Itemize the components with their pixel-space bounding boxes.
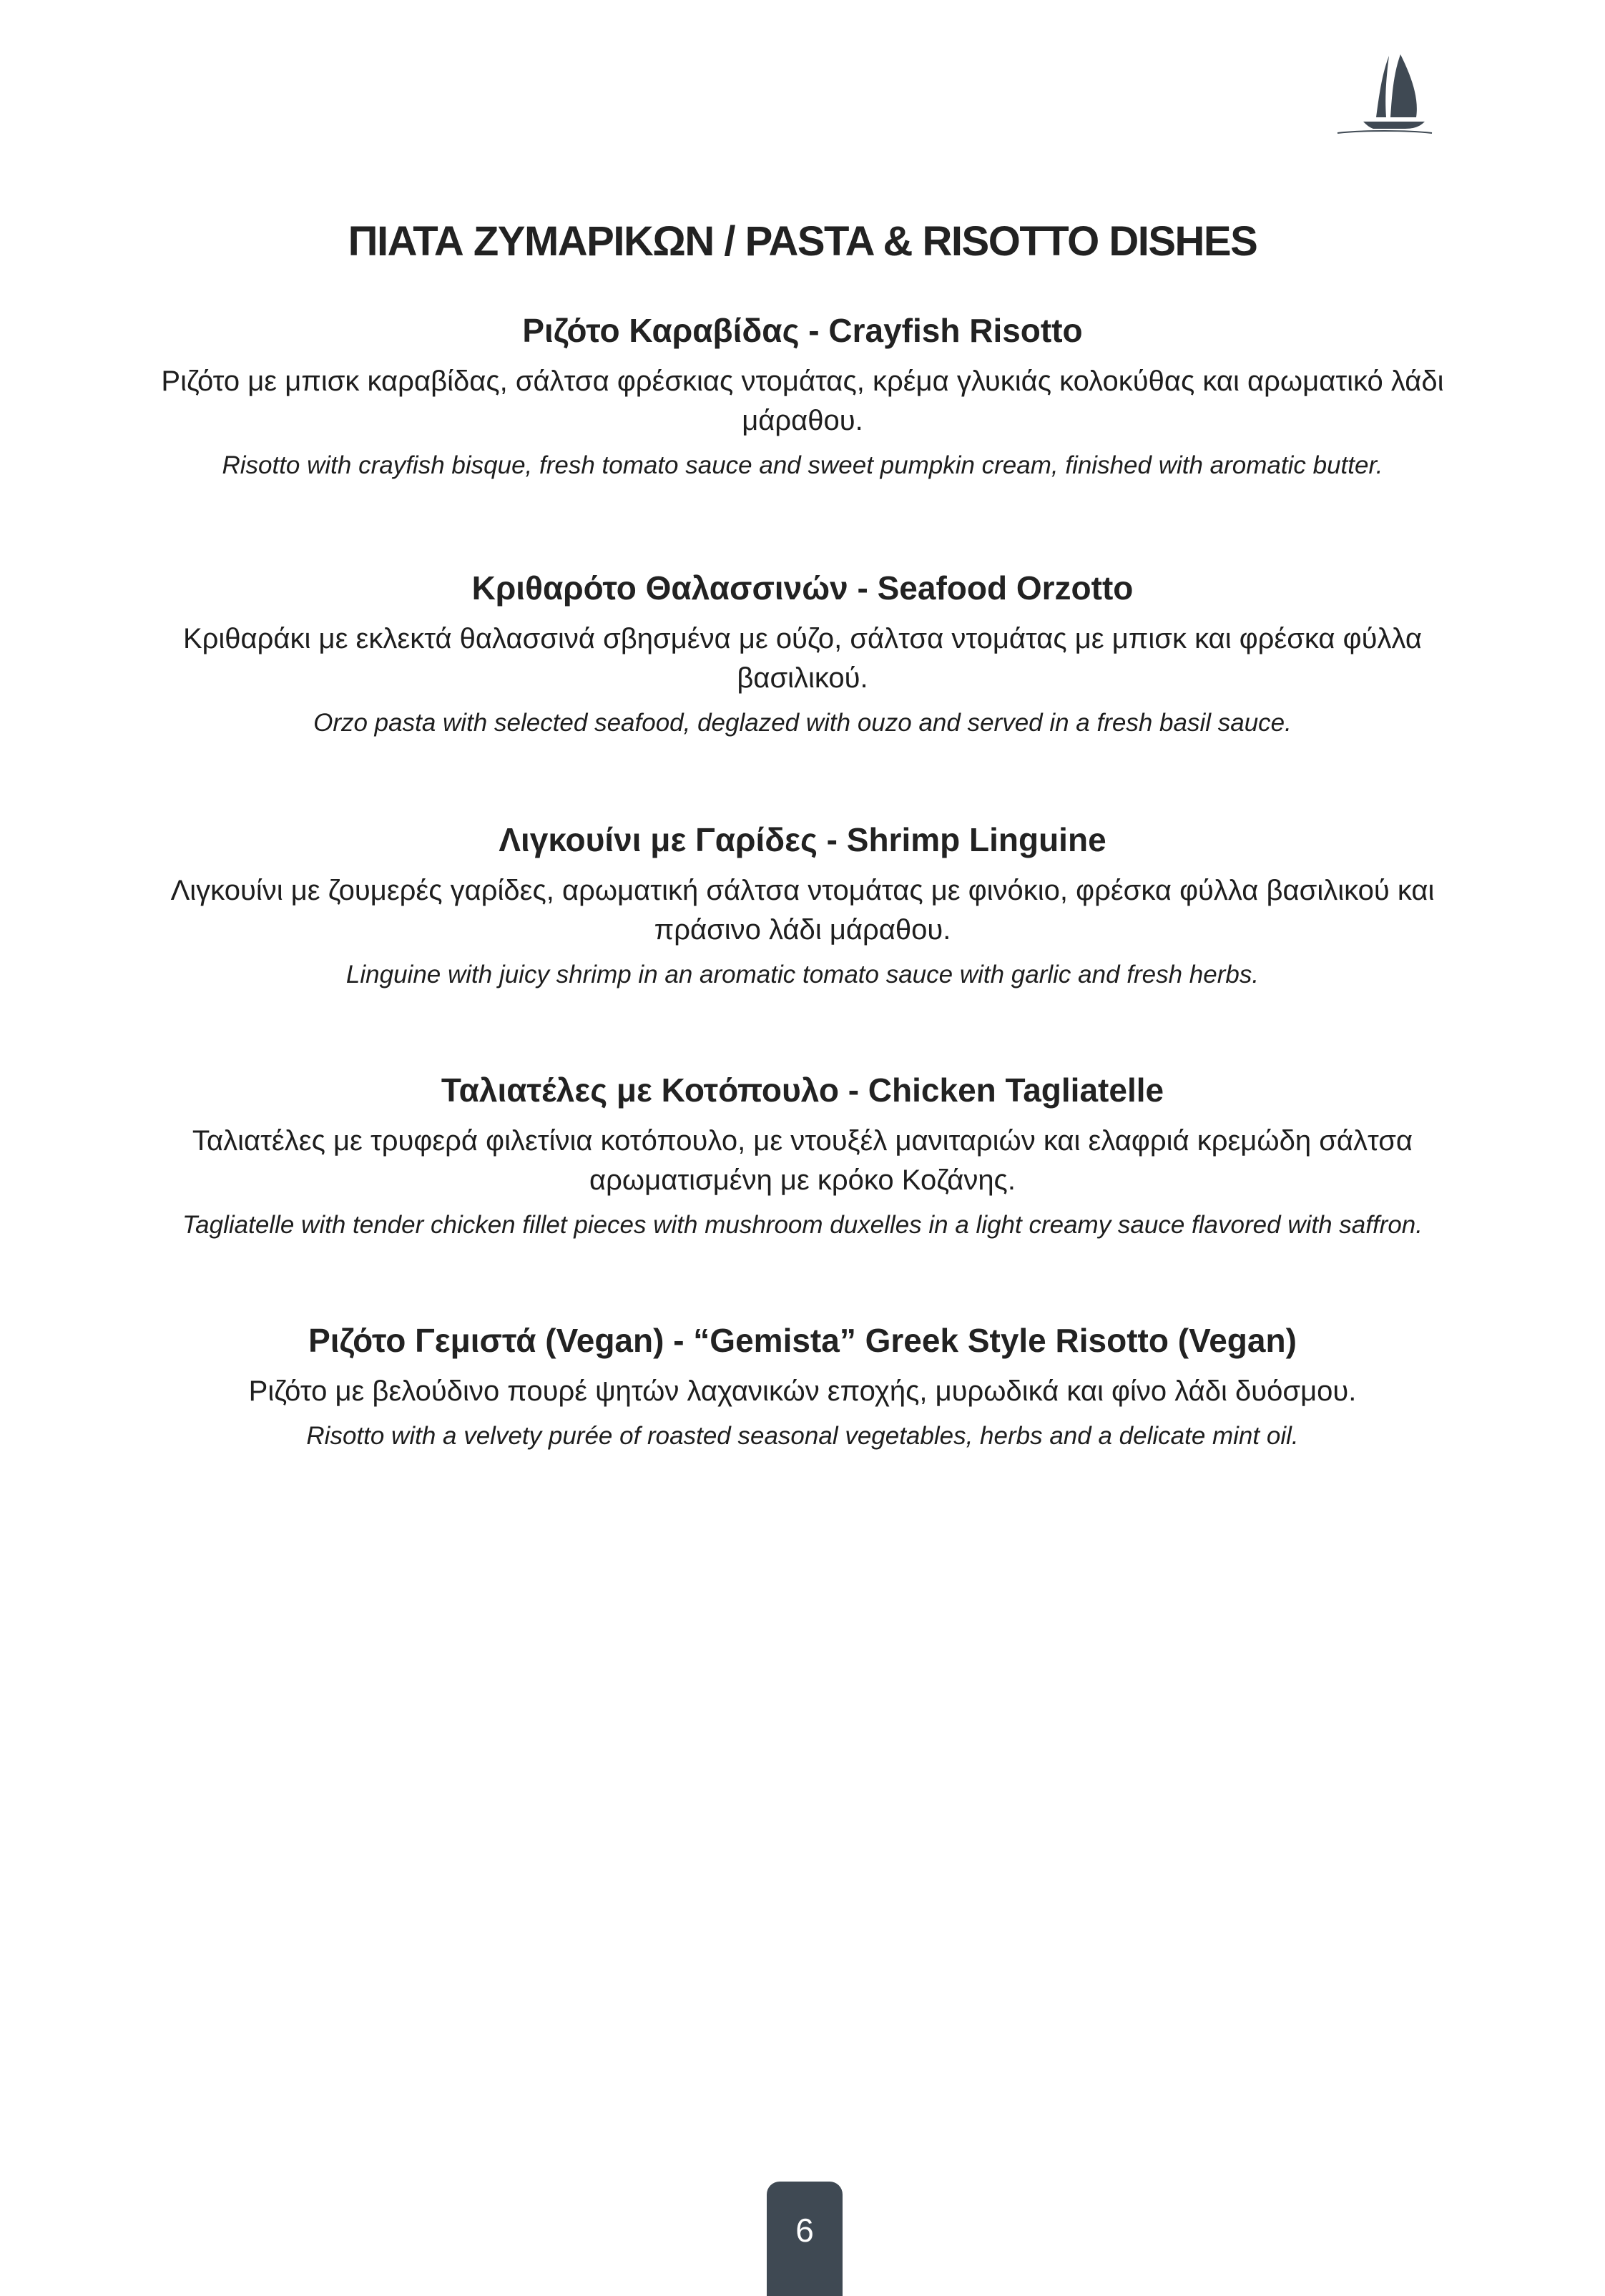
dish-description-english: Risotto with crayfish bisque, fresh tomato sauce and sweet pumpkin cream, finished with aromatic butter. [222,451,1383,479]
menu-item-chicken-tagliatelle [122,1069,1483,1243]
dish-title-english: - Shrimp Linguine [817,821,1106,858]
menu-item-shrimp-linguine [122,818,1483,993]
dish-title-greek: Ριζότο Καραβίδας - Crayfish Risotto [522,312,1083,349]
dish-title-greek: Ριζότο Γεμιστά (Vegan) - “Gemista” Greek Style Risotto (Vegan) [308,1322,1297,1359]
menu-item-crayfish-risotto [122,309,1483,484]
dish-description-greek: Ριζότο με μπισκ καραβίδας, σάλτσα φρέσκιας ντομάτας, κρέμα γλυκιάς κολοκύθας και αρωματικό λάδι μάραθου. [161,366,1444,436]
sailboat-icon [1335,53,1435,136]
menu-item-gemista-risotto [122,1319,1483,1454]
dish-description-english: Linguine with juicy shrimp in an aromatic tomato sauce with garlic and fresh herbs. [345,961,1260,988]
dish-title-greek: Ταλιατέλες με Κοτόπουλο - Chicken Tagliatelle [441,1071,1164,1109]
dish-description-greek: Ταλιατέλες με τρυφερά φιλετίνια κοτόπουλο, με ντουξέλ μανιταριών και ελαφριά κρεμώδη σάλτσα αρωματισμένη με κρόκο Κοζάνης. [192,1125,1413,1196]
dish-description-english: Risotto with a velvety purée of roasted seasonal vegetables, herbs and a delicate mint oil. [306,1422,1299,1450]
dish-title-english: - Seafood Orzotto [848,569,1134,607]
dish-title [122,818,1483,861]
dish-description-greek: Λιγκουίνι με ζουμερές γαρίδες, αρωματική σάλτσα ντομάτας με φινόκιο, φρέσκα φύλλα βασιλικού και πράσινο λάδι μάραθου. [170,875,1435,946]
dish-description-english: Tagliatelle with tender chicken fillet pieces with mushroom duxelles in a light creamy sauce flavored with saffron. [182,1211,1423,1239]
dish-title [122,1069,1483,1112]
menu-item-seafood-orzotto [122,566,1483,741]
page-title: ΠΙΑΤΑ ΖΥΜΑΡΙΚΩΝ / PASTA & RISOTTO DISHES [348,218,1257,265]
dish-title [122,566,1483,609]
dish-title [122,309,1483,352]
dish-description-english: Orzo pasta with selected seafood, deglazed with ouzo and served in a fresh basil sauce. [313,709,1292,737]
dish-description-greek: Ριζότο με βελούδινο πουρέ ψητών λαχανικών εποχής, μυρωδικά και φίνο λάδι δυόσμου. [248,1375,1357,1407]
page-number-badge: 6 [767,2182,843,2296]
dish-description-greek: Κριθαράκι με εκλεκτά θαλασσινά σβησμένα με ούζο, σάλτσα ντομάτας με μπισκ και φρέσκα φύλλα βασιλικού. [182,623,1422,694]
dish-title-greek: Κριθαρότο Θαλασσινών [471,569,848,607]
dish-title [122,1319,1483,1362]
dish-title-greek: Λιγκουίνι με Γαρίδες [499,821,818,858]
